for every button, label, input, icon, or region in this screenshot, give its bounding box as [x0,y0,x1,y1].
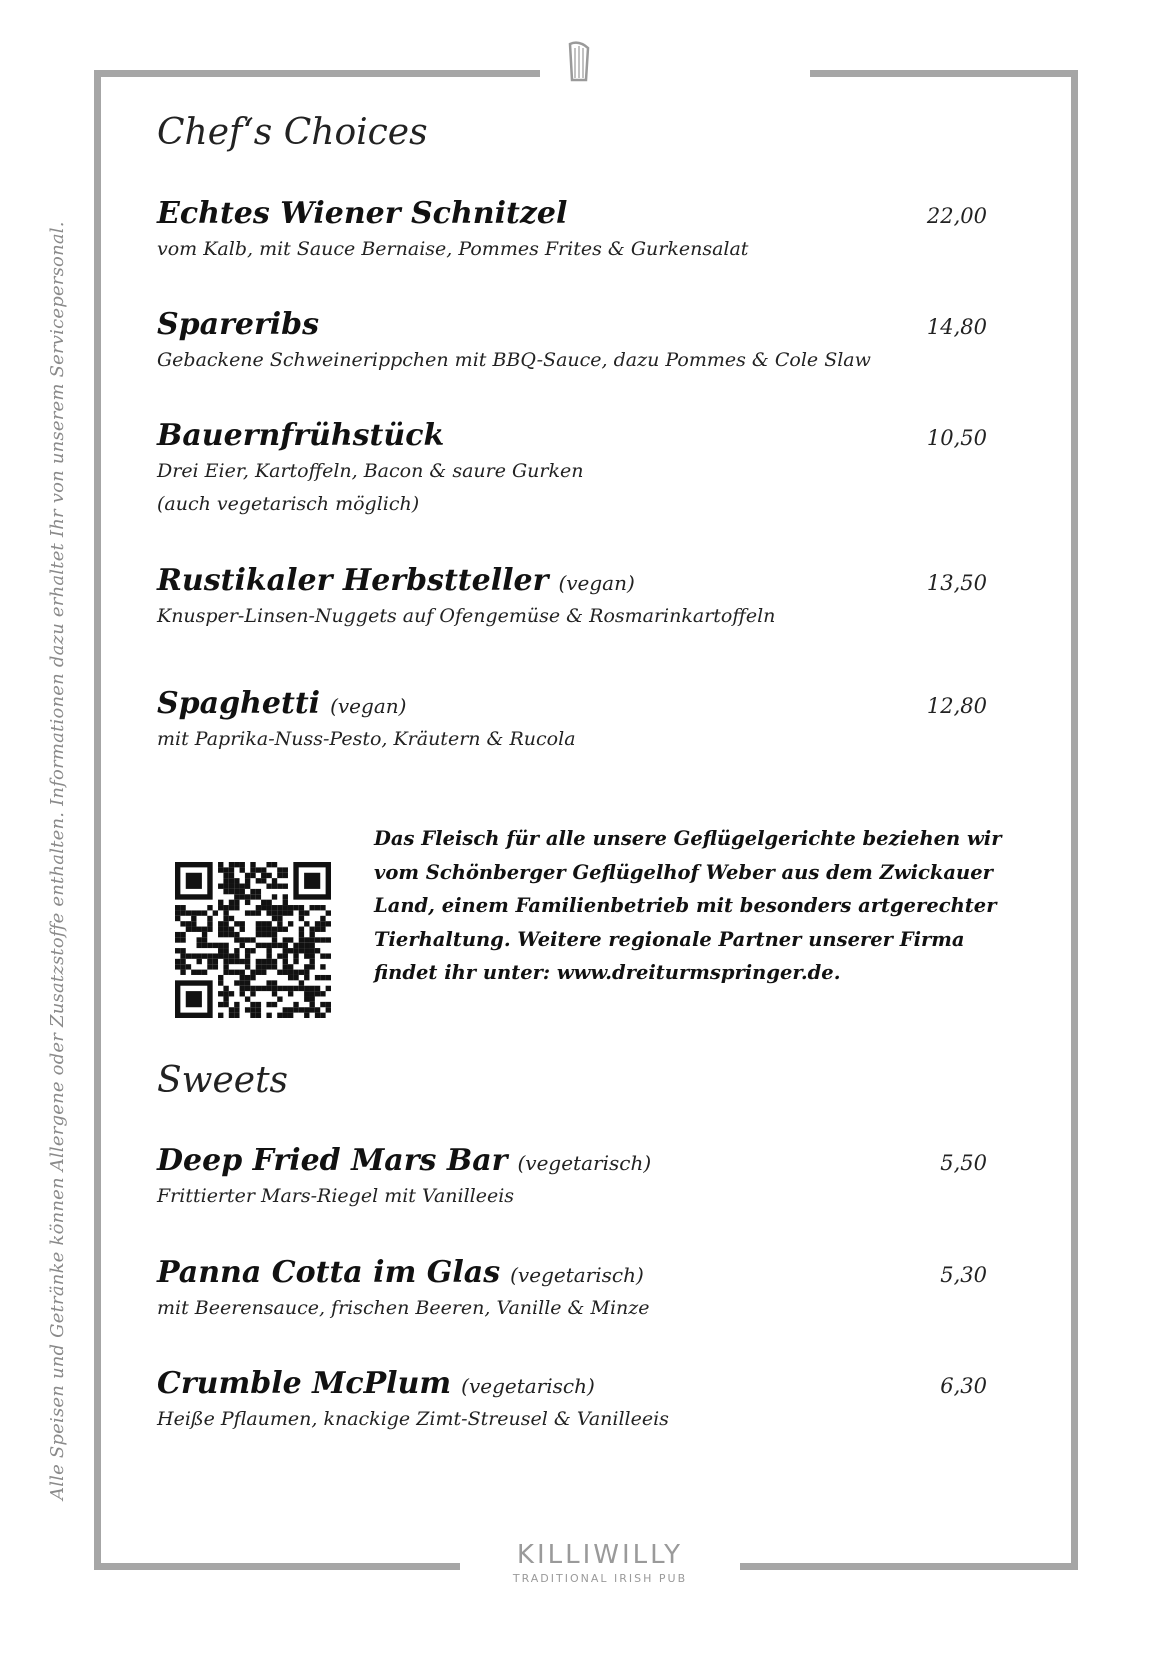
item-name: Spareribs [157,307,320,342]
item-tag: (vegetarisch) [510,1263,644,1287]
item-price: 5,50 [940,1151,987,1175]
item-description: Knusper-Linsen-Nuggets auf Ofengemüse & Rosmarinkartoffeln [157,605,776,627]
qr-code-icon[interactable] [175,862,331,1018]
item-name: Bauernfrühstück [157,418,445,453]
item-tag: (vegan) [330,694,407,718]
item-name: Rustikaler Herbstteller [157,563,549,598]
item-description: vom Kalb, mit Sauce Bernaise, Pommes Frites & Gurkensalat [157,238,749,260]
harp-logo-icon [566,40,592,84]
item-tag: (vegan) [558,571,635,595]
item-description: Gebackene Schweinerippchen mit BBQ-Sauce, dazu Pommes & Cole Slaw [157,349,871,371]
item-description: Heiße Pflaumen, knackige Zimt-Streusel & Vanilleeis [157,1408,669,1430]
item-name: Spaghetti [157,686,321,721]
menu-item [157,196,987,266]
item-price: 10,50 [926,426,987,450]
item-description: mit Beerensauce, frischen Beeren, Vanille & Minze [157,1297,650,1319]
item-price: 13,50 [926,571,987,595]
item-tag: (vegetarisch) [461,1374,595,1398]
item-name: Crumble McPlum [157,1366,452,1401]
brand-name: KILLIWILLY [516,1540,684,1570]
item-price: 12,80 [926,694,987,718]
section-title-sweets: Sweets [157,1060,289,1101]
menu-item [157,418,987,521]
item-description: mit Paprika-Nuss-Pesto, Kräutern & Rucola [157,728,576,750]
menu-frame [94,70,1078,1570]
item-price: 22,00 [926,204,987,228]
menu-item [157,1366,987,1436]
item-name: Deep Fried Mars Bar [157,1143,508,1178]
item-name: Panna Cotta im Glas [157,1255,501,1290]
item-description-note: (auch vegetarisch möglich) [157,493,420,515]
item-tag: (vegetarisch) [517,1151,652,1175]
brand-subtitle: TRADITIONAL IRISH PUB [512,1572,688,1585]
menu-item [157,1255,987,1325]
menu-item [157,563,987,633]
section-title-chefs-choices: Chef‘s Choices [157,112,428,153]
item-price: 14,80 [926,315,987,339]
sourcing-note: Das Fleisch für alle unsere Geflügelgerichte beziehen wir vom Schönberger Geflügelhof Weber aus dem Zwickauer Land, einem Familienbetrieb mit besonders artgerechter Tierhaltung. Weitere regionale Partner unserer Firma findet ihr unter: www.dreiturmspringer.de. [374,827,1002,984]
allergen-notice: Alle Speisen und Getränke können Allergene oder Zusatzstoffe enthalten. Informationen dazu erhaltet Ihr von unserem Servicepersonal. [47,221,68,1500]
menu-item [157,686,987,756]
item-price: 6,30 [940,1374,987,1398]
item-description: Frittierter Mars-Riegel mit Vanilleeis [157,1185,515,1207]
item-name: Echtes Wiener Schnitzel [157,196,568,231]
brand-logo [460,1540,740,1585]
menu-item [157,307,987,377]
item-price: 5,30 [940,1263,987,1287]
menu-item [157,1143,987,1213]
item-description: Drei Eier, Kartoffeln, Bacon & saure Gurken [157,460,584,482]
